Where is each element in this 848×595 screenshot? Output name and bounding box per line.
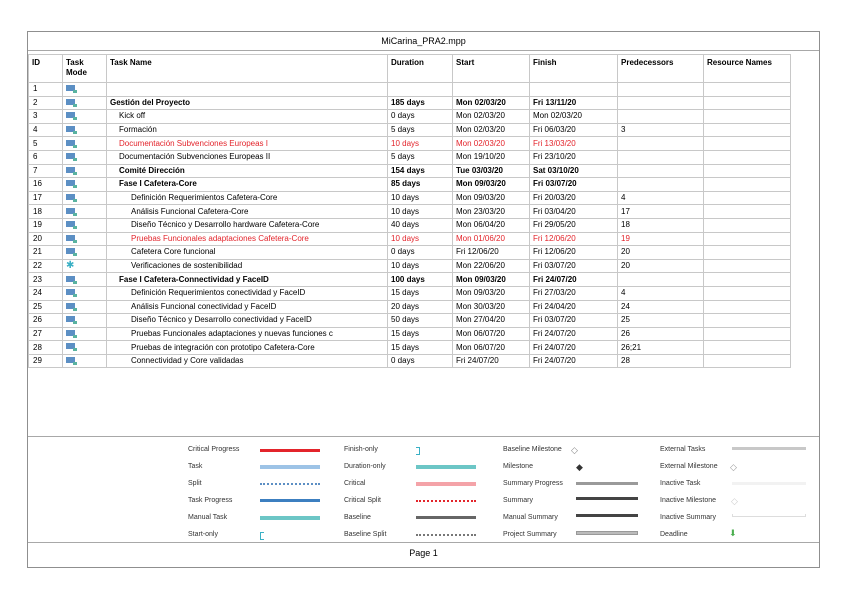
auto-schedule-icon <box>66 303 75 309</box>
task-name[interactable]: Pruebas Funcionales adaptaciones Cafetera-Core <box>107 232 388 246</box>
task-mode-cell[interactable] <box>63 218 107 232</box>
task-duration[interactable]: 20 days <box>388 300 453 314</box>
task-finish[interactable]: Fri 24/07/20 <box>530 273 618 287</box>
inactive-summary-swatch <box>732 514 806 517</box>
task-name[interactable]: Verificaciones de sostenibilidad <box>107 259 388 273</box>
task-resource-names[interactable] <box>704 341 791 355</box>
task-start[interactable]: Mon 06/07/20 <box>453 341 530 355</box>
task-start[interactable]: Mon 09/03/20 <box>453 178 530 192</box>
baseline-swatch <box>416 516 476 519</box>
legend-label-summary-progress: Summary Progress <box>503 480 563 487</box>
header-divider <box>28 50 819 51</box>
task-row[interactable] <box>29 327 791 341</box>
auto-schedule-icon <box>66 357 75 363</box>
task-predecessors[interactable] <box>618 137 704 151</box>
task-start[interactable]: Mon 19/10/20 <box>453 150 530 164</box>
task-finish[interactable]: Fri 24/04/20 <box>530 300 618 314</box>
task-predecessors[interactable] <box>618 178 704 192</box>
manual-schedule-pin-icon: ✱ <box>66 260 75 272</box>
task-row[interactable] <box>29 246 791 260</box>
legend-label-task: Task <box>188 463 203 470</box>
task-table <box>28 54 791 368</box>
finish-only-swatch <box>416 447 420 455</box>
legend-label-critical-progress: Critical Progress <box>188 446 240 453</box>
task-row[interactable] <box>29 205 791 219</box>
summary-swatch <box>576 497 638 500</box>
task-resource-names[interactable] <box>704 286 791 300</box>
task-row[interactable] <box>29 137 791 151</box>
task-predecessors[interactable]: 20 <box>618 246 704 260</box>
task-mode-cell[interactable] <box>63 83 107 97</box>
task-predecessors[interactable]: 4 <box>618 191 704 205</box>
legend-label-manual-task: Manual Task <box>188 514 228 521</box>
task-mode-cell[interactable] <box>63 150 107 164</box>
column-header-duration[interactable]: Duration <box>388 55 453 83</box>
task-name[interactable]: Diseño Técnico y Desarrollo hardware Cafetera-Core <box>107 218 388 232</box>
task-mode-cell[interactable] <box>63 164 107 178</box>
task-mode-cell[interactable] <box>63 259 107 273</box>
task-start[interactable]: Mon 27/04/20 <box>453 314 530 328</box>
task-resource-names[interactable] <box>704 327 791 341</box>
task-start[interactable]: Mon 09/03/20 <box>453 286 530 300</box>
task-start[interactable]: Mon 06/04/20 <box>453 218 530 232</box>
milestone-icon: ◆ <box>576 462 583 472</box>
task-duration[interactable]: 185 days <box>388 96 453 110</box>
inactive-task-swatch <box>732 482 806 485</box>
task-predecessors[interactable]: 26;21 <box>618 341 704 355</box>
task-resource-names[interactable] <box>704 110 791 124</box>
task-start[interactable]: Mon 02/03/20 <box>453 123 530 137</box>
task-resource-names[interactable] <box>704 218 791 232</box>
task-finish[interactable]: Sat 03/10/20 <box>530 164 618 178</box>
task-duration[interactable]: 154 days <box>388 164 453 178</box>
auto-schedule-icon <box>66 85 75 91</box>
baseline-split-swatch <box>416 534 476 536</box>
task-start[interactable]: Mon 22/06/20 <box>453 259 530 273</box>
task-predecessors[interactable]: 18 <box>618 218 704 232</box>
auto-schedule-icon <box>66 289 75 295</box>
task-resource-names[interactable] <box>704 123 791 137</box>
task-resource-names[interactable] <box>704 354 791 368</box>
task-predecessors[interactable] <box>618 150 704 164</box>
task-predecessors[interactable] <box>618 110 704 124</box>
task-name[interactable]: Análisis Funcional conectividad y FaceID <box>107 300 388 314</box>
column-header-task-name[interactable]: Task Name <box>107 55 388 83</box>
task-resource-names[interactable] <box>704 259 791 273</box>
auto-schedule-icon <box>66 316 75 322</box>
table-header-row <box>29 55 791 83</box>
legend-label-critical-split: Critical Split <box>344 497 381 504</box>
task-finish[interactable]: Fri 12/06/20 <box>530 246 618 260</box>
legend-label-inactive-task: Inactive Task <box>660 480 701 487</box>
task-duration[interactable]: 15 days <box>388 286 453 300</box>
task-row[interactable] <box>29 150 791 164</box>
task-finish[interactable]: Fri 23/10/20 <box>530 150 618 164</box>
column-header-id[interactable]: ID <box>29 55 63 83</box>
task-mode-cell[interactable] <box>63 327 107 341</box>
task-mode-cell[interactable] <box>63 286 107 300</box>
task-id[interactable]: 28 <box>29 341 63 355</box>
task-mode-cell[interactable] <box>63 314 107 328</box>
task-predecessors[interactable]: 17 <box>618 205 704 219</box>
task-resource-names[interactable] <box>704 300 791 314</box>
legend-label-baseline-split: Baseline Split <box>344 531 387 538</box>
task-duration[interactable]: 0 days <box>388 354 453 368</box>
task-finish[interactable]: Fri 24/07/20 <box>530 341 618 355</box>
task-row[interactable] <box>29 314 791 328</box>
legend-label-manual-summary: Manual Summary <box>503 514 558 521</box>
column-header-predecessors[interactable]: Predecessors <box>618 55 704 83</box>
critical-swatch <box>416 482 476 486</box>
task-row[interactable] <box>29 286 791 300</box>
external-milestone-icon: ◇ <box>730 462 737 472</box>
task-row[interactable] <box>29 178 791 192</box>
inactive-milestone-icon: ◇ <box>731 496 738 506</box>
task-row[interactable] <box>29 300 791 314</box>
footer-divider <box>28 542 819 543</box>
task-name[interactable]: Definición Requerimientos Cafetera-Core <box>107 191 388 205</box>
legend-label-duration-only: Duration-only <box>344 463 386 470</box>
task-id[interactable]: 3 <box>29 110 63 124</box>
task-predecessors[interactable]: 26 <box>618 327 704 341</box>
task-duration[interactable]: 5 days <box>388 123 453 137</box>
legend-label-inactive-summary: Inactive Summary <box>660 514 717 521</box>
task-row[interactable] <box>29 164 791 178</box>
task-start[interactable]: Mon 06/07/20 <box>453 327 530 341</box>
task-start[interactable]: Fri 12/06/20 <box>453 246 530 260</box>
task-duration[interactable]: 5 days <box>388 150 453 164</box>
task-start[interactable] <box>453 83 530 97</box>
task-mode-cell[interactable] <box>63 123 107 137</box>
task-finish[interactable]: Fri 24/07/20 <box>530 327 618 341</box>
task-resource-names[interactable] <box>704 246 791 260</box>
duration-only-swatch <box>416 465 476 469</box>
task-start[interactable]: Tue 03/03/20 <box>453 164 530 178</box>
task-finish[interactable]: Fri 06/03/20 <box>530 123 618 137</box>
task-start[interactable]: Mon 30/03/20 <box>453 300 530 314</box>
task-row[interactable] <box>29 232 791 246</box>
auto-schedule-icon <box>66 167 75 173</box>
task-mode-cell[interactable] <box>63 178 107 192</box>
task-resource-names[interactable] <box>704 314 791 328</box>
task-row[interactable] <box>29 259 791 273</box>
task-duration[interactable] <box>388 83 453 97</box>
task-name[interactable]: Documentación Subvenciones Europeas II <box>107 150 388 164</box>
auto-schedule-icon <box>66 208 75 214</box>
task-row[interactable] <box>29 123 791 137</box>
task-resource-names[interactable] <box>704 178 791 192</box>
task-duration[interactable]: 10 days <box>388 137 453 151</box>
task-predecessors[interactable] <box>618 96 704 110</box>
legend-label-critical: Critical <box>344 480 366 487</box>
task-id[interactable]: 27 <box>29 327 63 341</box>
task-predecessors[interactable]: 20 <box>618 259 704 273</box>
task-predecessors[interactable] <box>618 164 704 178</box>
task-id[interactable]: 25 <box>29 300 63 314</box>
auto-schedule-icon <box>66 112 75 118</box>
task-name[interactable] <box>107 83 388 97</box>
task-finish[interactable] <box>530 83 618 97</box>
task-finish[interactable]: Fri 27/03/20 <box>530 286 618 300</box>
task-finish[interactable]: Fri 03/07/20 <box>530 178 618 192</box>
auto-schedule-icon <box>66 153 75 159</box>
task-resource-names[interactable] <box>704 150 791 164</box>
task-finish[interactable]: Fri 12/06/20 <box>530 232 618 246</box>
task-duration[interactable]: 10 days <box>388 259 453 273</box>
task-name[interactable]: Diseño Técnico y Desarrollo conectividad y FaceID <box>107 314 388 328</box>
task-mode-cell[interactable] <box>63 273 107 287</box>
legend-label-inactive-milestone: Inactive Milestone <box>660 497 717 504</box>
task-id[interactable]: 20 <box>29 232 63 246</box>
legend-label-task-progress: Task Progress <box>188 497 233 504</box>
deadline-icon: ⬇ <box>729 528 737 538</box>
task-resource-names[interactable] <box>704 96 791 110</box>
task-id[interactable]: 19 <box>29 218 63 232</box>
task-id[interactable]: 23 <box>29 273 63 287</box>
task-finish[interactable]: Mon 02/03/20 <box>530 110 618 124</box>
task-mode-cell[interactable] <box>63 300 107 314</box>
legend-label-milestone: Milestone <box>503 463 533 470</box>
print-preview-page <box>27 31 820 568</box>
legend-label-split: Split <box>188 480 202 487</box>
manual-summary-swatch <box>576 514 638 517</box>
task-name[interactable]: Fase I Cafetera-Core <box>107 178 388 192</box>
task-id[interactable]: 2 <box>29 96 63 110</box>
auto-schedule-icon <box>66 343 75 349</box>
task-row[interactable] <box>29 191 791 205</box>
task-mode-cell[interactable] <box>63 110 107 124</box>
task-predecessors[interactable]: 24 <box>618 300 704 314</box>
task-resource-names[interactable] <box>704 191 791 205</box>
task-id[interactable]: 4 <box>29 123 63 137</box>
task-mode-cell[interactable] <box>63 246 107 260</box>
legend-label-summary: Summary <box>503 497 533 504</box>
task-start[interactable]: Mon 02/03/20 <box>453 137 530 151</box>
task-start[interactable]: Mon 09/03/20 <box>453 273 530 287</box>
task-row[interactable] <box>29 83 791 97</box>
task-row[interactable] <box>29 341 791 355</box>
task-duration[interactable]: 85 days <box>388 178 453 192</box>
document-title: MiCarina_PRA2.mpp <box>381 36 466 46</box>
task-duration[interactable]: 10 days <box>388 205 453 219</box>
task-progress-swatch <box>260 499 320 502</box>
task-mode-cell[interactable] <box>63 354 107 368</box>
task-start[interactable]: Mon 23/03/20 <box>453 205 530 219</box>
task-duration[interactable]: 0 days <box>388 246 453 260</box>
external-tasks-swatch <box>732 447 806 450</box>
task-id[interactable]: 18 <box>29 205 63 219</box>
task-name[interactable]: Kick off <box>107 110 388 124</box>
task-id[interactable]: 24 <box>29 286 63 300</box>
task-name[interactable]: Pruebas Funcionales adaptaciones y nuevas funciones c <box>107 327 388 341</box>
task-resource-names[interactable] <box>704 137 791 151</box>
legend-label-external-tasks: External Tasks <box>660 446 706 453</box>
task-resource-names[interactable] <box>704 164 791 178</box>
task-mode-cell[interactable] <box>63 205 107 219</box>
project-summary-swatch <box>576 531 638 535</box>
task-finish[interactable]: Fri 13/11/20 <box>530 96 618 110</box>
critical-split-swatch <box>416 500 476 502</box>
task-name[interactable]: Pruebas de integración con prototipo Cafetera-Core <box>107 341 388 355</box>
task-start[interactable]: Mon 02/03/20 <box>453 96 530 110</box>
task-finish[interactable]: Fri 03/04/20 <box>530 205 618 219</box>
auto-schedule-icon <box>66 180 75 186</box>
task-predecessors[interactable]: 4 <box>618 286 704 300</box>
task-duration[interactable]: 0 days <box>388 110 453 124</box>
task-duration[interactable]: 10 days <box>388 232 453 246</box>
task-id[interactable]: 26 <box>29 314 63 328</box>
task-id[interactable]: 29 <box>29 354 63 368</box>
task-mode-cell[interactable] <box>63 341 107 355</box>
task-row[interactable] <box>29 273 791 287</box>
auto-schedule-icon <box>66 248 75 254</box>
auto-schedule-icon <box>66 126 75 132</box>
legend-label-external-milestone: External Milestone <box>660 463 718 470</box>
legend <box>28 437 819 547</box>
task-predecessors[interactable] <box>618 83 704 97</box>
column-header-task-mode[interactable]: Task Mode <box>63 55 107 83</box>
task-duration[interactable]: 50 days <box>388 314 453 328</box>
legend-label-deadline: Deadline <box>660 531 688 538</box>
task-id[interactable]: 21 <box>29 246 63 260</box>
auto-schedule-icon <box>66 194 75 200</box>
auto-schedule-icon <box>66 235 75 241</box>
task-finish[interactable]: Fri 13/03/20 <box>530 137 618 151</box>
task-name[interactable]: Gestión del Proyecto <box>107 96 388 110</box>
task-row[interactable] <box>29 110 791 124</box>
column-header-finish[interactable]: Finish <box>530 55 618 83</box>
task-id[interactable]: 22 <box>29 259 63 273</box>
page-number: Page 1 <box>409 548 438 558</box>
legend-label-finish-only: Finish-only <box>344 446 378 453</box>
task-name[interactable]: Comité Dirección <box>107 164 388 178</box>
task-predecessors[interactable]: 19 <box>618 232 704 246</box>
task-name[interactable]: Fase I Cafetera-Connectividad y FaceID <box>107 273 388 287</box>
task-finish[interactable]: Fri 03/07/20 <box>530 314 618 328</box>
task-row[interactable] <box>29 354 791 368</box>
task-duration[interactable]: 15 days <box>388 341 453 355</box>
split-swatch <box>260 483 320 485</box>
task-row[interactable] <box>29 96 791 110</box>
task-resource-names[interactable] <box>704 273 791 287</box>
summary-progress-swatch <box>576 482 638 485</box>
task-mode-cell[interactable] <box>63 191 107 205</box>
auto-schedule-icon <box>66 140 75 146</box>
task-duration[interactable]: 15 days <box>388 327 453 341</box>
task-name[interactable]: Cafetera Core funcional <box>107 246 388 260</box>
task-resource-names[interactable] <box>704 205 791 219</box>
legend-label-project-summary: Project Summary <box>503 531 557 538</box>
start-only-swatch <box>260 532 264 540</box>
task-start[interactable]: Mon 01/06/20 <box>453 232 530 246</box>
manual-task-swatch <box>260 516 320 520</box>
task-mode-cell[interactable] <box>63 232 107 246</box>
auto-schedule-icon <box>66 276 75 282</box>
task-start[interactable]: Fri 24/07/20 <box>453 354 530 368</box>
task-id[interactable]: 7 <box>29 164 63 178</box>
task-finish[interactable]: Fri 03/07/20 <box>530 259 618 273</box>
task-mode-cell[interactable] <box>63 96 107 110</box>
column-header-start[interactable]: Start <box>453 55 530 83</box>
critical-progress-swatch <box>260 449 320 452</box>
task-name[interactable]: Definición Requerimientos conectividad y FaceID <box>107 286 388 300</box>
task-finish[interactable]: Fri 29/05/20 <box>530 218 618 232</box>
legend-label-baseline: Baseline <box>344 514 371 521</box>
baseline-milestone-icon: ◇ <box>571 445 578 455</box>
task-id[interactable]: 17 <box>29 191 63 205</box>
task-id[interactable]: 6 <box>29 150 63 164</box>
task-name[interactable]: Formación <box>107 123 388 137</box>
task-name[interactable]: Connectividad y Core validadas <box>107 354 388 368</box>
task-predecessors[interactable] <box>618 273 704 287</box>
task-predecessors[interactable]: 25 <box>618 314 704 328</box>
task-id[interactable]: 1 <box>29 83 63 97</box>
column-header-resource-names[interactable]: Resource Names <box>704 55 791 83</box>
task-predecessors[interactable]: 3 <box>618 123 704 137</box>
task-name[interactable]: Documentación Subvenciones Europeas I <box>107 137 388 151</box>
task-resource-names[interactable] <box>704 83 791 97</box>
task-row[interactable] <box>29 218 791 232</box>
task-duration[interactable]: 100 days <box>388 273 453 287</box>
task-mode-cell[interactable] <box>63 137 107 151</box>
auto-schedule-icon <box>66 330 75 336</box>
auto-schedule-icon <box>66 99 75 105</box>
legend-label-start-only: Start-only <box>188 531 218 538</box>
task-finish[interactable]: Fri 20/03/20 <box>530 191 618 205</box>
task-name[interactable]: Análisis Funcional Cafetera-Core <box>107 205 388 219</box>
task-id[interactable]: 5 <box>29 137 63 151</box>
legend-label-baseline-milestone: Baseline Milestone <box>503 446 562 453</box>
task-resource-names[interactable] <box>704 232 791 246</box>
task-start[interactable]: Mon 09/03/20 <box>453 191 530 205</box>
task-id[interactable]: 16 <box>29 178 63 192</box>
task-predecessors[interactable]: 28 <box>618 354 704 368</box>
auto-schedule-icon <box>66 221 75 227</box>
task-duration[interactable]: 40 days <box>388 218 453 232</box>
task-start[interactable]: Mon 02/03/20 <box>453 110 530 124</box>
task-finish[interactable]: Fri 24/07/20 <box>530 354 618 368</box>
task-swatch <box>260 465 320 469</box>
task-duration[interactable]: 10 days <box>388 191 453 205</box>
